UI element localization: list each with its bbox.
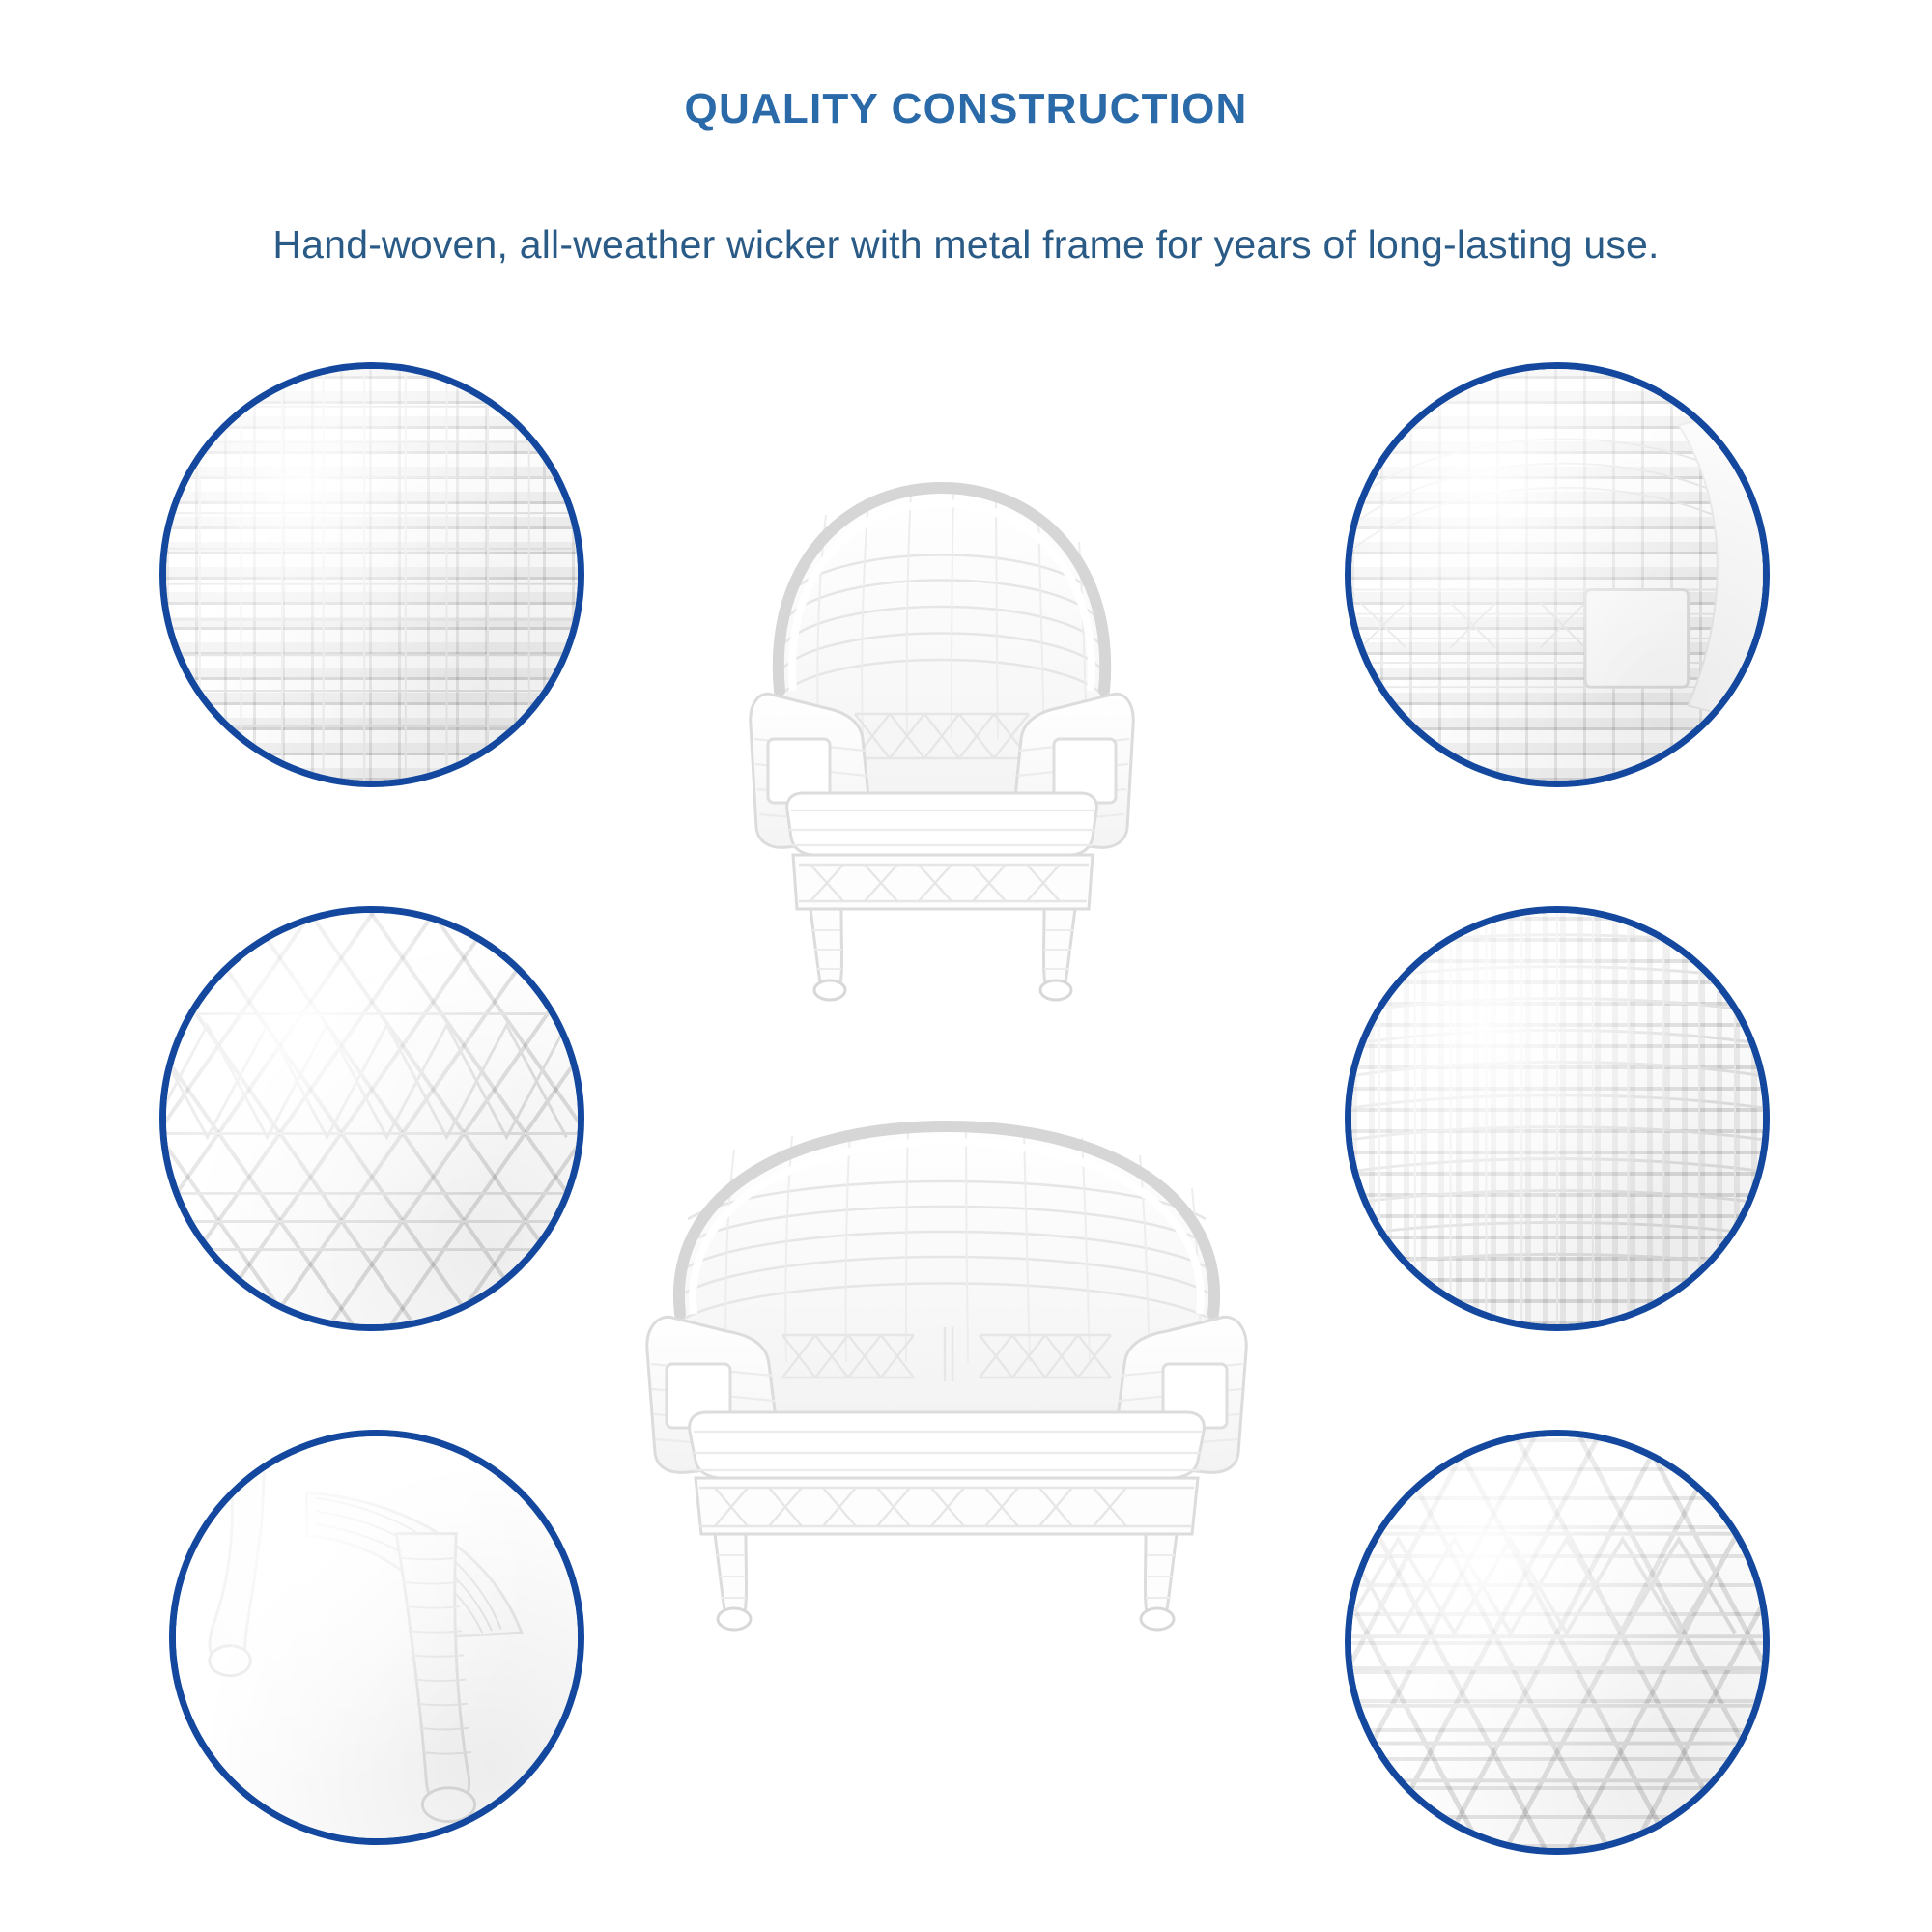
product-chair-image [710, 449, 1174, 1009]
basket-weave-detail-illustration [166, 369, 578, 781]
chair-back-corner-illustration [1351, 369, 1763, 781]
detail-circle-horizontal-weave [1345, 906, 1770, 1331]
product-loveseat-image [599, 1092, 1294, 1633]
detail-circle-diamond-lattice [159, 906, 584, 1331]
criss-cross-trim-illustration [1351, 1436, 1763, 1848]
horizontal-weave-illustration [1351, 913, 1763, 1324]
detail-circle-chair-back-corner [1345, 362, 1770, 787]
diamond-lattice-illustration [166, 913, 578, 1324]
leg-joint-illustration [176, 1436, 578, 1838]
detail-circle-basket-weave [159, 362, 584, 787]
page-subtitle: Hand-woven, all-weather wicker with metal frame for years of long-lasting use. [272, 222, 1660, 267]
detail-circle-leg-joint [169, 1430, 584, 1845]
detail-circle-criss-cross-trim [1345, 1430, 1770, 1855]
page-title: QUALITY CONSTRUCTION [684, 85, 1248, 132]
